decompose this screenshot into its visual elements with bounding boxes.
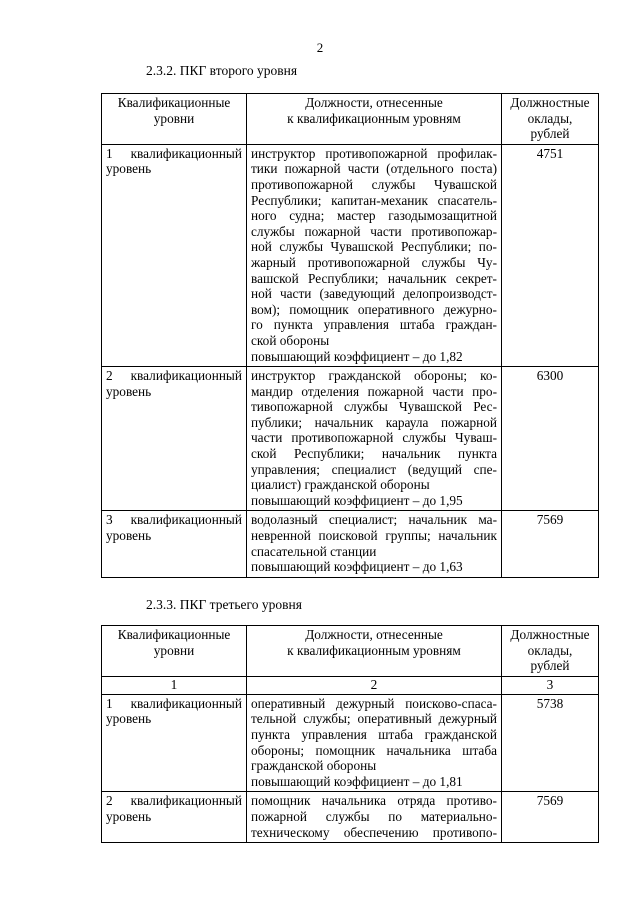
page-number: 2 (316, 40, 324, 55)
level-text-line-1: 3 квалификационный (106, 512, 242, 528)
positions-cell (247, 792, 502, 843)
table-row (102, 511, 599, 577)
header-levels (102, 94, 247, 145)
level-cell (102, 144, 247, 366)
position-line: части противопожарной службы Чуваш- (251, 430, 497, 446)
position-line: публики; начальник караула пожарной (251, 414, 497, 430)
column-number: 1 (102, 676, 247, 694)
column-number: 3 (502, 676, 599, 694)
position-line: циалист) гражданской обороны (251, 477, 430, 493)
position-line: вашской Республики; начальник секрет- (251, 270, 497, 286)
header-positions-line-2: к квалификационным уровням (287, 642, 461, 658)
header-salary (502, 626, 599, 677)
position-line: водолазный специалист; начальник ма- (251, 512, 497, 528)
position-line: пункта управления штаба гражданской (251, 726, 497, 742)
coefficient-text: повышающий коэффициент – до 1,63 (251, 559, 463, 575)
level-text-line-2: уровень (106, 383, 152, 399)
level-text-line-1: 1 квалификационный (106, 145, 242, 161)
table-header-row (102, 94, 599, 145)
coefficient-text: повышающий коэффициент – до 1,95 (251, 492, 463, 508)
header-levels-line-2: уровни (153, 642, 195, 658)
level-text-line-2: уровень (106, 161, 152, 177)
position-line: ской обороны (251, 332, 330, 348)
table-header-row (102, 626, 599, 677)
positions-cell (247, 367, 502, 511)
level-cell (102, 694, 247, 792)
table-second-level (101, 93, 599, 578)
salary-cell: 5738 (502, 694, 599, 792)
salary-cell: 6300 (502, 367, 599, 511)
position-line: управления; специалист (ведущий спе- (251, 461, 497, 477)
table-row (102, 144, 599, 366)
header-salary-line-3: рублей (530, 658, 570, 674)
position-line: ного судна; мастер газодымозащитной (251, 208, 497, 224)
level-text-line-2: уровень (106, 528, 152, 544)
coefficient-text: повышающий коэффициент – до 1,82 (251, 348, 463, 364)
header-salary-line-3: рублей (530, 126, 570, 142)
position-line: инструктор гражданской обороны; ко- (251, 368, 497, 384)
position-line: техническому обеспечению противопо- (251, 824, 497, 840)
position-line: гражданской обороны (251, 758, 377, 774)
position-line: инструктор противопожарной профилак- (251, 145, 497, 161)
level-cell (102, 367, 247, 511)
level-text-line-2: уровень (106, 711, 152, 727)
header-levels (102, 626, 247, 677)
header-positions-line-1: Должности, отнесенные (305, 627, 443, 642)
position-line: тивопожарной службы Чувашской Рес- (251, 399, 497, 415)
table-row (102, 792, 599, 843)
position-line: ской Республики; начальник пункта (251, 446, 497, 462)
header-salary-line-1: Должностные (510, 627, 590, 642)
header-salary-line-1: Должностные (510, 95, 590, 110)
position-line: службы пожарной части противопожар- (251, 223, 497, 239)
level-cell (102, 511, 247, 577)
position-line: го пункта управления штаба граждан- (251, 317, 497, 333)
position-line: оперативный дежурный поисково-спаса- (251, 695, 497, 711)
level-cell (102, 792, 247, 843)
salary-cell: 7569 (502, 511, 599, 577)
position-line: мандир отделения пожарной части про- (251, 383, 497, 399)
level-text-line-1: 2 квалификационный (106, 793, 242, 809)
position-line: ной службы Чувашской Республики; по- (251, 239, 497, 255)
position-line: невренной поисковой группы; начальник (251, 528, 497, 544)
column-number: 2 (247, 676, 502, 694)
section-title-second-level: 2.3.2. ПКГ второго уровня (146, 63, 298, 78)
header-levels-line-1: Квалификационные (117, 95, 231, 110)
salary-cell: 7569 (502, 792, 599, 843)
header-salary-line-2: оклады, (527, 642, 573, 658)
section-title-third-level: 2.3.3. ПКГ третьего уровня (146, 597, 302, 612)
coefficient-text: повышающий коэффициент – до 1,81 (251, 773, 463, 789)
position-line: тельной службы; оперативный дежурный (251, 711, 497, 727)
position-line: тики пожарной части (отдельного поста) (251, 161, 497, 177)
header-levels-line-1: Квалификационные (117, 627, 231, 642)
positions-cell (247, 144, 502, 366)
position-line: вом); помощник оперативного дежурно- (251, 301, 497, 317)
position-line: обороны; помощник начальника штаба (251, 742, 497, 758)
positions-cell (247, 694, 502, 792)
position-line: противопожарной службы Чувашской (251, 176, 497, 192)
header-levels-line-2: уровни (153, 110, 195, 126)
level-text-line-1: 2 квалификационный (106, 368, 242, 384)
positions-cell (247, 511, 502, 577)
position-line: пожарной службы по материально- (251, 808, 497, 824)
header-positions (247, 626, 502, 677)
column-numbers-row (102, 676, 599, 694)
position-line: жарный противопожарной службы Чу- (251, 254, 497, 270)
header-salary (502, 94, 599, 145)
table-third-level (101, 625, 599, 843)
level-text-line-2: уровень (106, 808, 152, 824)
header-positions (247, 94, 502, 145)
position-line: помощник начальника отряда противо- (251, 793, 497, 809)
position-line: Республики; капитан-механик спасатель- (251, 192, 497, 208)
position-line: спасательной станции (251, 543, 377, 559)
position-line: ной части (заведующий делопроизводст- (251, 286, 497, 302)
table-row (102, 694, 599, 792)
header-salary-line-2: оклады, (527, 110, 573, 126)
salary-cell: 4751 (502, 144, 599, 366)
level-text-line-1: 1 квалификационный (106, 695, 242, 711)
header-positions-line-1: Должности, отнесенные (305, 95, 443, 110)
header-positions-line-2: к квалификационным уровням (287, 110, 461, 126)
table-row (102, 367, 599, 511)
